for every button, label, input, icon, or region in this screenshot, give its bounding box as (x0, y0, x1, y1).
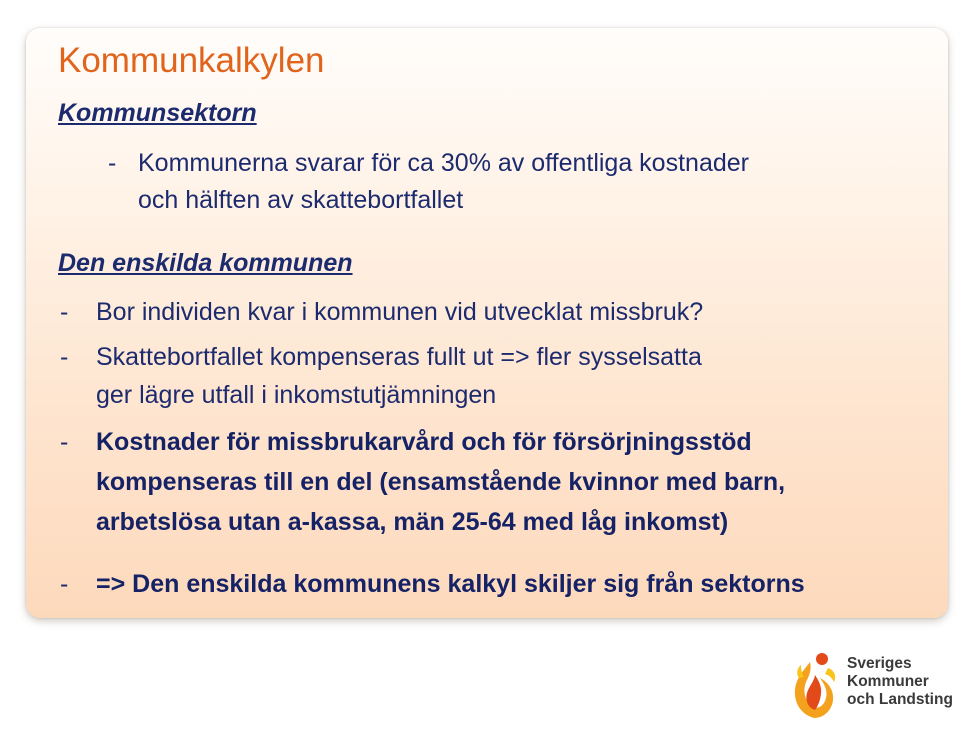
logo-line: Sveriges (847, 655, 912, 672)
bullet-text-line: Bor individen kvar i kommunen vid utvecklat missbruk? (96, 298, 704, 326)
bullet-text-line: ger lägre utfall i inkomstutjämningen (96, 381, 497, 409)
section-heading-kommunsektorn: Kommunsektorn (58, 99, 257, 127)
slide-title: Kommunkalkylen (58, 41, 325, 80)
bullet-dash: - (60, 298, 69, 326)
bullet-text-line: arbetslösa utan a-kassa, män 25-64 med låg inkomst) (96, 508, 729, 536)
logo-line: Kommuner (847, 673, 929, 690)
bullet-dash: - (60, 570, 69, 598)
skl-logo (790, 648, 955, 720)
skl-flame-figure-logo-icon (790, 648, 840, 720)
section-heading-den-enskilda-kommunen: Den enskilda kommunen (58, 249, 353, 277)
bullet-dash: - (60, 428, 69, 456)
bullet-dash: - (108, 149, 117, 177)
bullet-dash: - (60, 343, 69, 371)
bullet-text-line: kompenseras till en del (ensamstående kvinnor med barn, (96, 468, 786, 496)
bullet-text-line: Kommunerna svarar för ca 30% av offentliga kostnader (138, 149, 749, 177)
bullet-text-line: Skattebortfallet kompenseras fullt ut => fler sysselsatta (96, 343, 702, 371)
bullet-text-line: Kostnader för missbrukarvård och för försörjningsstöd (96, 428, 752, 456)
bullet-text-line: => Den enskilda kommunens kalkyl skiljer sig från sektorns (96, 570, 805, 598)
logo-line: och Landsting (847, 691, 953, 708)
bullet-text-line: och hälften av skattebortfallet (138, 186, 464, 214)
logo-wordmark (847, 655, 953, 709)
